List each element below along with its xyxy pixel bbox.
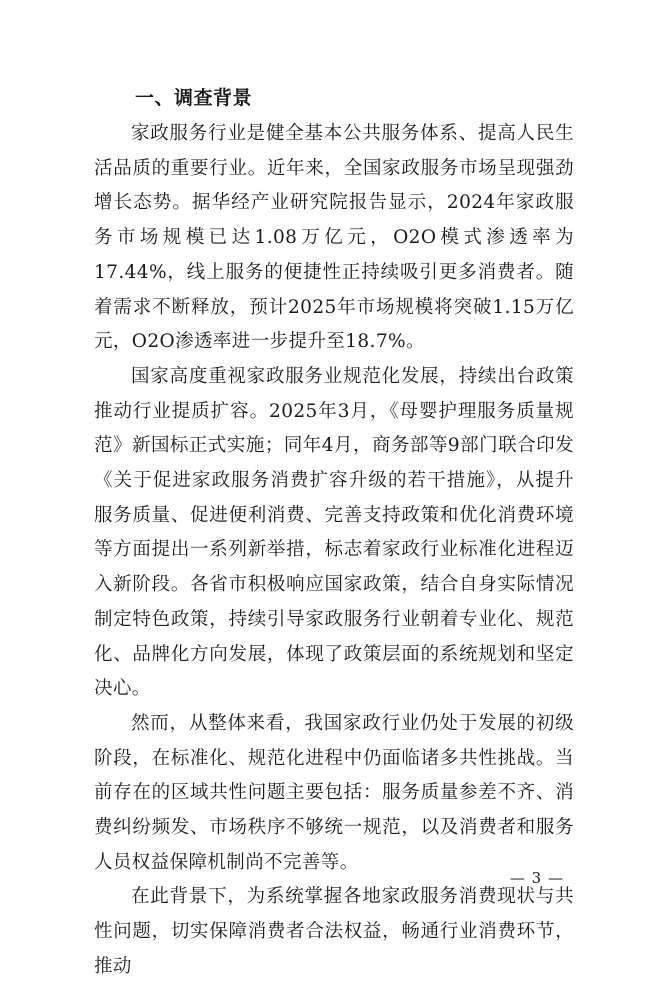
- page-number: — 3 —: [509, 869, 564, 887]
- paragraph-market-overview: 家政服务行业是健全基本公共服务体系、提高人民生活品质的重要行业。近年来，全国家政服务市场呈现强劲增长态势。据华经产业研究院报告显示，2024年家政服务市场规模已达1.08万亿元，O2O模式渗透率为17.44%，线上服务的便捷性正持续吸引更多消费者。随着需求不断释放，预计2025年市场规模将突破1.15万亿元，O2O渗透率进一步提升至18.7%。: [94, 123, 574, 353]
- paragraph-challenges: 然而，从整体来看，我国家政行业仍处于发展的初级阶段，在标准化、规范化进程中仍面临诸多共性挑战。当前存在的区域共性问题主要包括：服务质量参差不齐、消费纠纷频发、市场秩序不够统一规范，以及消费者和服务人员权益保障机制尚不完善等。: [94, 712, 574, 873]
- paragraph-policy: 国家高度重视家政服务业规范化发展，持续出台政策推动行业提质扩容。2025年3月，《母婴护理服务质量规范》新国标正式实施；同年4月，商务部等9部门联合印发《关于促进家政服务消费扩容升级的若干措施》，从提升服务质量、促进便利消费、完善支持政策和优化消费环境等方面提出一系列新举措，标志着家政行业标准化进程迈入新阶段。各省市积极响应国家政策，结合自身实际情况制定特色政策，持续引导家政服务行业朝着专业化、规范化、品牌化方向发展，体现了政策层面的系统规划和坚定决心。: [94, 365, 574, 700]
- paragraph-purpose: 在此背景下，为系统掌握各地家政服务消费现状与共性问题，切实保障消费者合法权益，畅通行业消费环节，推动: [94, 886, 574, 977]
- body-text: [94, 117, 574, 985]
- section-heading: 一、调查背景: [135, 87, 253, 109]
